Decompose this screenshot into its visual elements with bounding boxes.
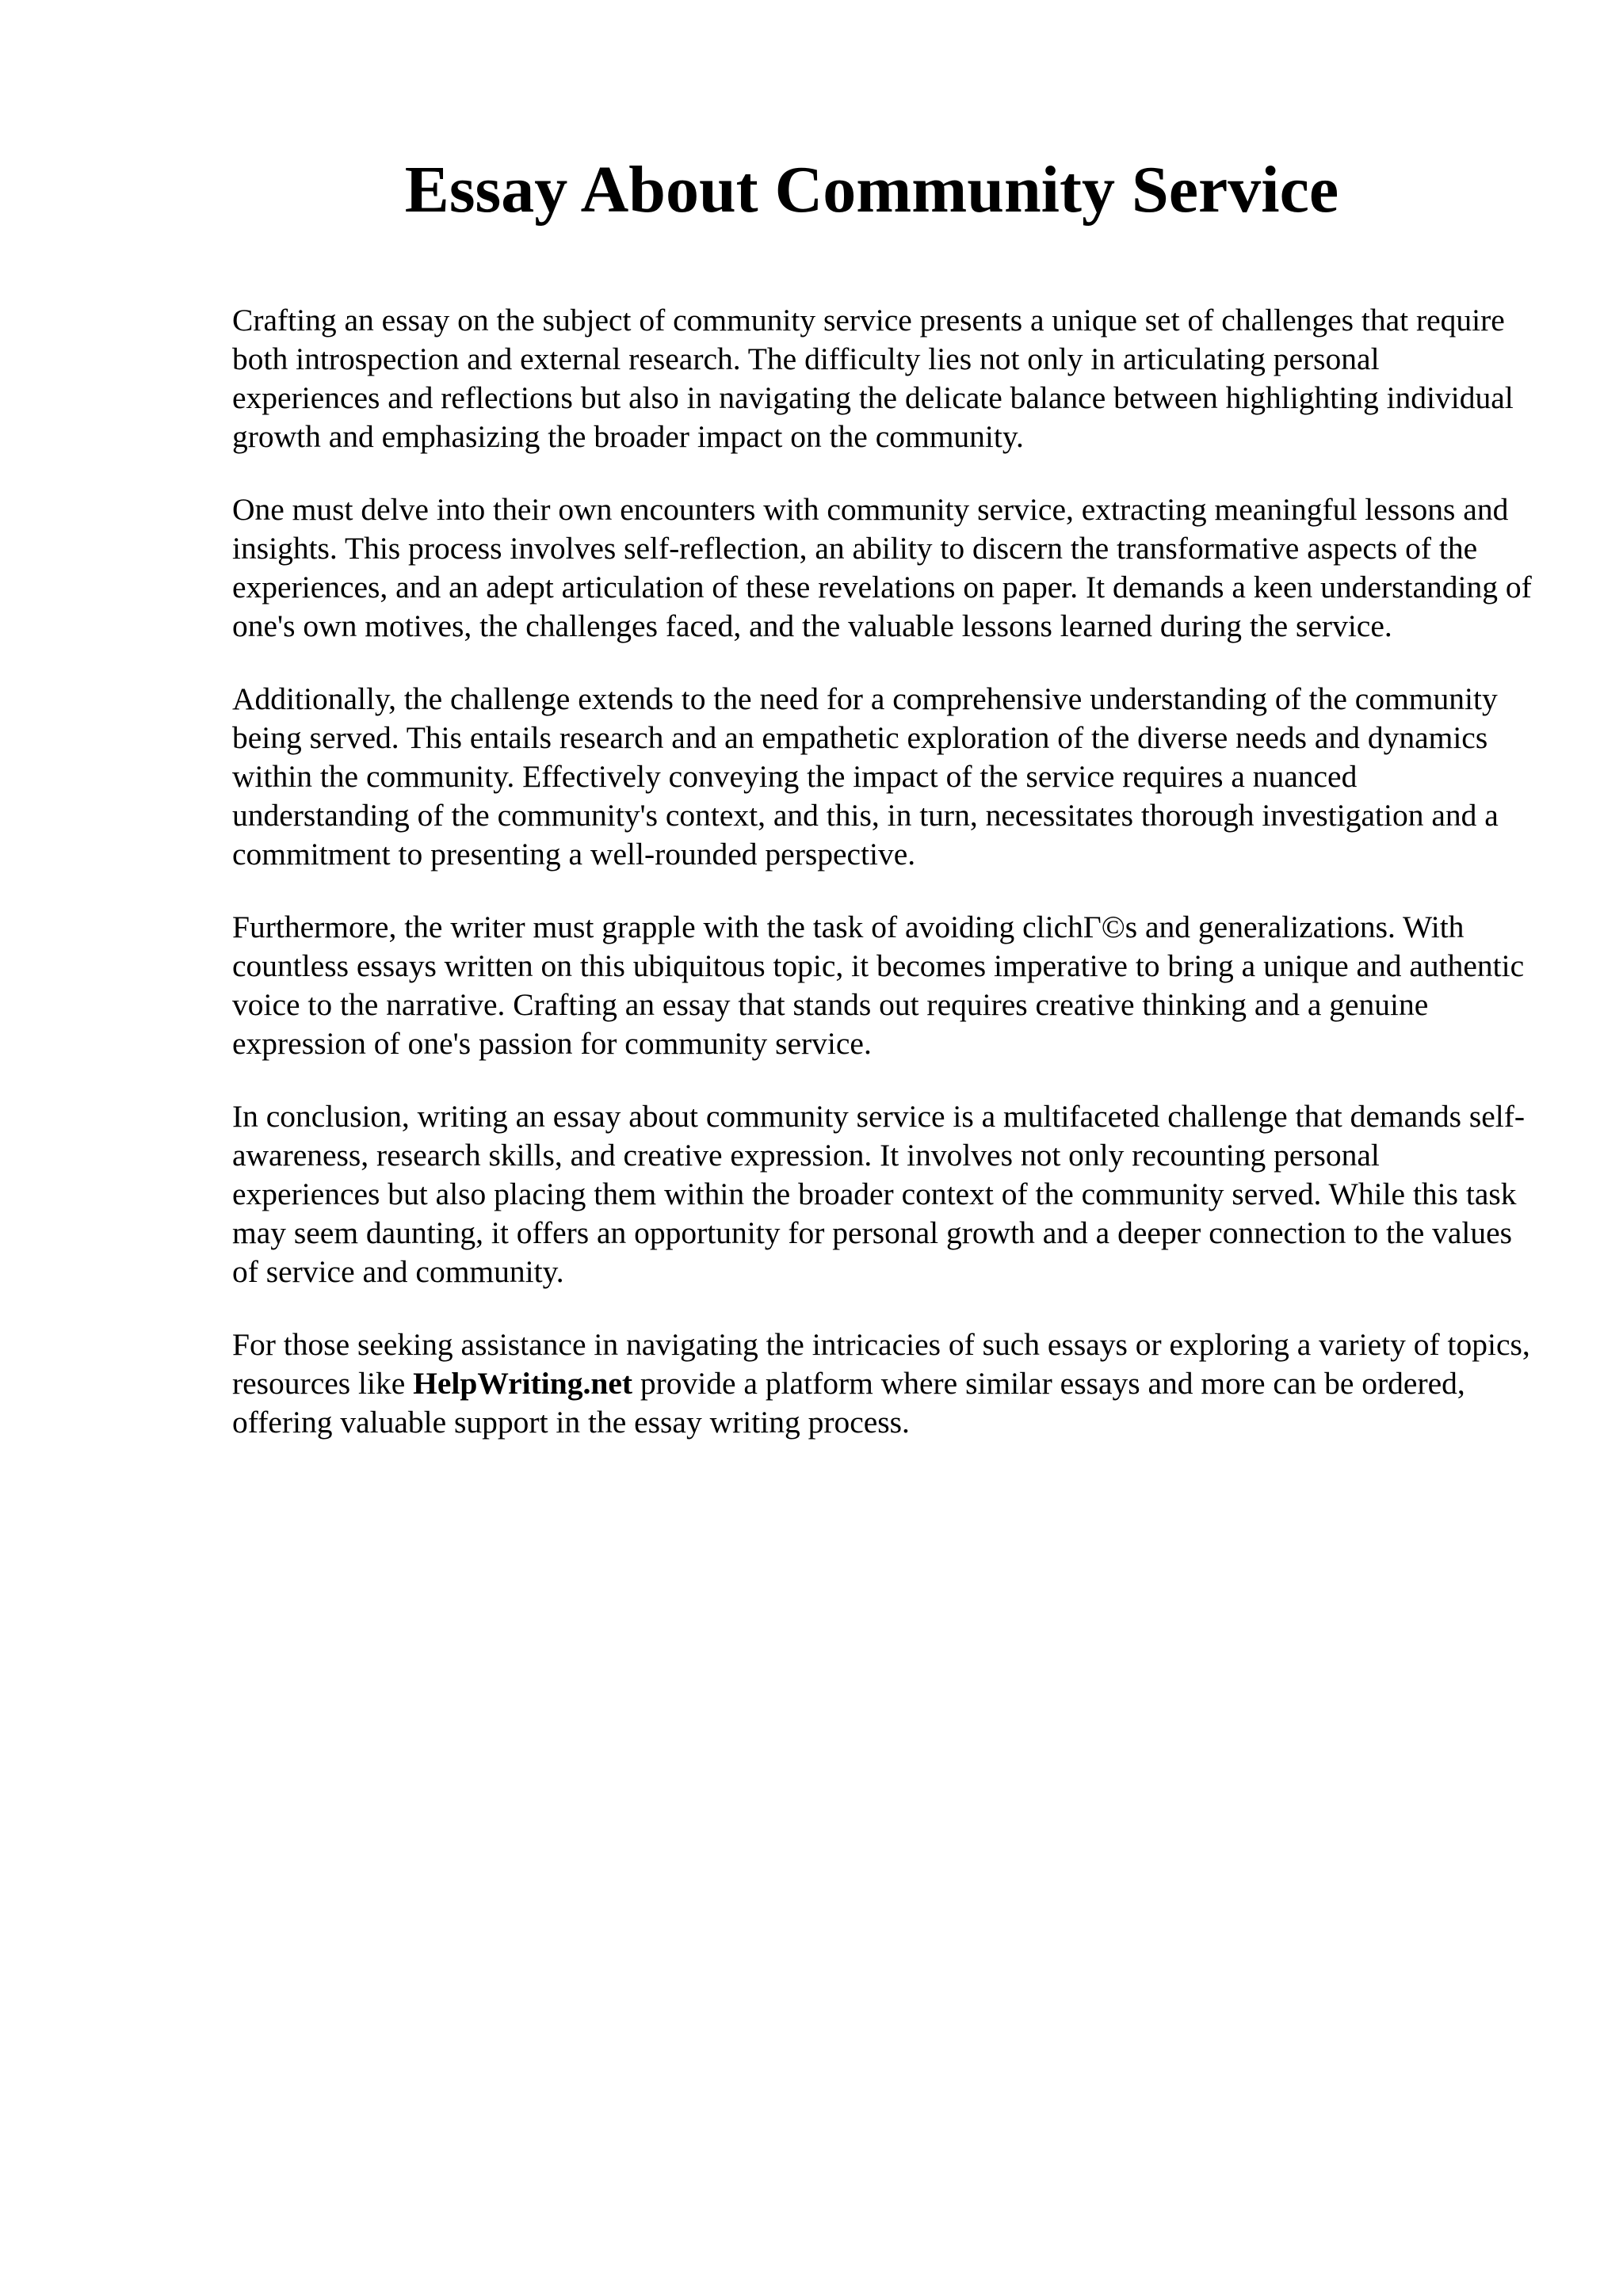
paragraph-closing <box>232 1325 1532 1442</box>
page-title: Essay About Community Service <box>404 153 1339 227</box>
essay-body <box>232 301 1532 1476</box>
paragraph-1: Crafting an essay on the subject of community service presents a unique set of challenges that require both introspection and external research. The difficulty lies not only in articulating personal experiences and reflections but also in navigating the delicate balance between highlighting individual growth and emphasizing the broader impact on the community. <box>232 303 1514 454</box>
paragraph-3: Additionally, the challenge extends to the need for a comprehensive understanding of the community being served. This entails research and an empathetic exploration of the diverse needs and dynamics within the community. Effectively conveying the impact of the service requires a nuanced understanding of the community's context, and this, in turn, necessitates thorough investigation and a commitment to presenting a well-rounded perspective. <box>232 681 1499 871</box>
paragraph-4: Furthermore, the writer must grapple with the task of avoiding clichΓ©s and generalizations. With countless essays written on this ubiquitous topic, it becomes imperative to bring a unique and authentic voice to the narrative. Crafting an essay that stands out requires creative thinking and a genuine expression of one's passion for community service. <box>232 910 1525 1061</box>
paragraph-2: One must delve into their own encounters with community service, extracting meaningful lessons and insights. This process involves self-reflection, an ability to discern the transformative aspects of the experiences, and an adept articulation of these revelations on paper. It demands a keen understanding of one's own motives, the challenges faced, and the valuable lessons learned during the service. <box>232 492 1532 643</box>
paragraph-5: In conclusion, writing an essay about community service is a multifaceted challenge that demands self-awareness, research skills, and creative expression. It involves not only recounting personal experiences but also placing them within the broader context of the community served. While this task may seem daunting, it offers an opportunity for personal growth and a deeper connection to the values of service and community. <box>232 1099 1526 1289</box>
brand-name: HelpWriting.net <box>413 1366 633 1401</box>
closing-text-after: provide a platform where similar essays and more can be ordered, offering valuable support in the essay writing process. <box>232 1366 1465 1440</box>
closing-text-before: For those seeking assistance in navigating the intricacies of such essays or exploring a variety of topics, resources like <box>232 1327 1530 1401</box>
